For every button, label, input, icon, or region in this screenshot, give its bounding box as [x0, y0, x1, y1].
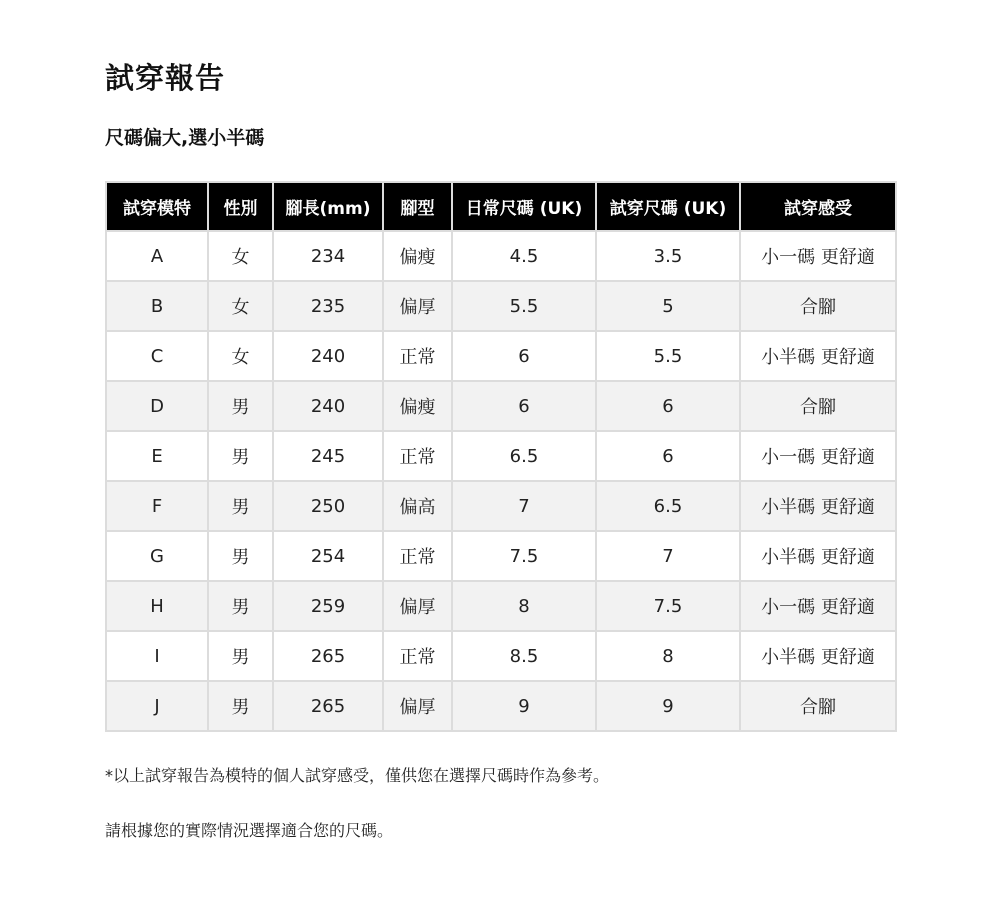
cell-foot-shape: 正常 [383, 631, 452, 681]
size-advice-subtitle: 尺碼偏大,選小半碼 [105, 127, 265, 149]
cell-model: C [106, 331, 208, 381]
cell-foot-shape: 正常 [383, 431, 452, 481]
table-row [106, 431, 896, 481]
cell-fit-feeling: 合腳 [740, 381, 896, 431]
table-row [106, 331, 896, 381]
cell-foot-length: 235 [273, 281, 383, 331]
cell-foot-length: 254 [273, 531, 383, 581]
table-header [106, 182, 896, 231]
table-row [106, 531, 896, 581]
header-fit-feeling: 試穿感受 [740, 182, 896, 231]
cell-model: H [106, 581, 208, 631]
header-trial-size: 試穿尺碼 (UK) [596, 182, 740, 231]
cell-model: F [106, 481, 208, 531]
cell-model: D [106, 381, 208, 431]
cell-fit-feeling: 小一碼 更舒適 [740, 431, 896, 481]
cell-gender: 男 [208, 681, 273, 731]
cell-foot-shape: 正常 [383, 331, 452, 381]
cell-fit-feeling: 小半碼 更舒適 [740, 481, 896, 531]
cell-model: I [106, 631, 208, 681]
cell-foot-length: 245 [273, 431, 383, 481]
disclaimer-note: *以上試穿報告為模特的個人試穿感受，僅供您在選擇尺碼時作為參考。 [105, 766, 610, 785]
table-row [106, 281, 896, 331]
cell-foot-shape: 正常 [383, 531, 452, 581]
cell-foot-shape: 偏瘦 [383, 381, 452, 431]
cell-daily-size: 5.5 [452, 281, 596, 331]
cell-foot-length: 240 [273, 381, 383, 431]
cell-trial-size: 9 [596, 681, 740, 731]
table-row [106, 481, 896, 531]
cell-gender: 女 [208, 281, 273, 331]
cell-daily-size: 7 [452, 481, 596, 531]
cell-foot-length: 234 [273, 231, 383, 281]
cell-foot-length: 250 [273, 481, 383, 531]
table-body [106, 231, 896, 731]
cell-foot-shape: 偏高 [383, 481, 452, 531]
cell-model: E [106, 431, 208, 481]
cell-foot-length: 265 [273, 631, 383, 681]
cell-model: G [106, 531, 208, 581]
cell-foot-shape: 偏厚 [383, 581, 452, 631]
cell-gender: 男 [208, 431, 273, 481]
cell-fit-feeling: 合腳 [740, 281, 896, 331]
cell-gender: 男 [208, 381, 273, 431]
cell-foot-length: 240 [273, 331, 383, 381]
table-row [106, 681, 896, 731]
cell-trial-size: 6 [596, 381, 740, 431]
cell-foot-length: 259 [273, 581, 383, 631]
cell-fit-feeling: 合腳 [740, 681, 896, 731]
header-foot-length: 腳長(mm) [273, 182, 383, 231]
table-row [106, 231, 896, 281]
fit-report-table [105, 181, 897, 732]
advice-note: 請根據您的實際情況選擇適合您的尺碼。 [105, 821, 394, 840]
cell-daily-size: 7.5 [452, 531, 596, 581]
cell-trial-size: 6 [596, 431, 740, 481]
cell-fit-feeling: 小一碼 更舒適 [740, 231, 896, 281]
cell-foot-shape: 偏厚 [383, 281, 452, 331]
cell-gender: 男 [208, 531, 273, 581]
cell-model: A [106, 231, 208, 281]
cell-model: J [106, 681, 208, 731]
cell-daily-size: 4.5 [452, 231, 596, 281]
cell-trial-size: 8 [596, 631, 740, 681]
cell-fit-feeling: 小半碼 更舒適 [740, 331, 896, 381]
header-foot-shape: 腳型 [383, 182, 452, 231]
cell-trial-size: 7.5 [596, 581, 740, 631]
cell-gender: 男 [208, 481, 273, 531]
cell-daily-size: 8.5 [452, 631, 596, 681]
cell-trial-size: 5 [596, 281, 740, 331]
cell-daily-size: 6 [452, 381, 596, 431]
table-row [106, 381, 896, 431]
header-daily-size: 日常尺碼 (UK) [452, 182, 596, 231]
cell-daily-size: 9 [452, 681, 596, 731]
cell-gender: 男 [208, 581, 273, 631]
cell-gender: 男 [208, 631, 273, 681]
cell-fit-feeling: 小一碼 更舒適 [740, 581, 896, 631]
cell-foot-length: 265 [273, 681, 383, 731]
cell-model: B [106, 281, 208, 331]
header-model: 試穿模特 [106, 182, 208, 231]
cell-trial-size: 5.5 [596, 331, 740, 381]
cell-foot-shape: 偏厚 [383, 681, 452, 731]
cell-trial-size: 7 [596, 531, 740, 581]
cell-gender: 女 [208, 231, 273, 281]
cell-fit-feeling: 小半碼 更舒適 [740, 631, 896, 681]
cell-trial-size: 3.5 [596, 231, 740, 281]
cell-daily-size: 6 [452, 331, 596, 381]
table-row [106, 631, 896, 681]
cell-gender: 女 [208, 331, 273, 381]
table-row [106, 581, 896, 631]
table-header-row [106, 182, 896, 231]
header-gender: 性別 [208, 182, 273, 231]
cell-daily-size: 6.5 [452, 431, 596, 481]
cell-daily-size: 8 [452, 581, 596, 631]
cell-trial-size: 6.5 [596, 481, 740, 531]
cell-foot-shape: 偏瘦 [383, 231, 452, 281]
cell-fit-feeling: 小半碼 更舒適 [740, 531, 896, 581]
page-title: 試穿報告 [105, 61, 226, 95]
